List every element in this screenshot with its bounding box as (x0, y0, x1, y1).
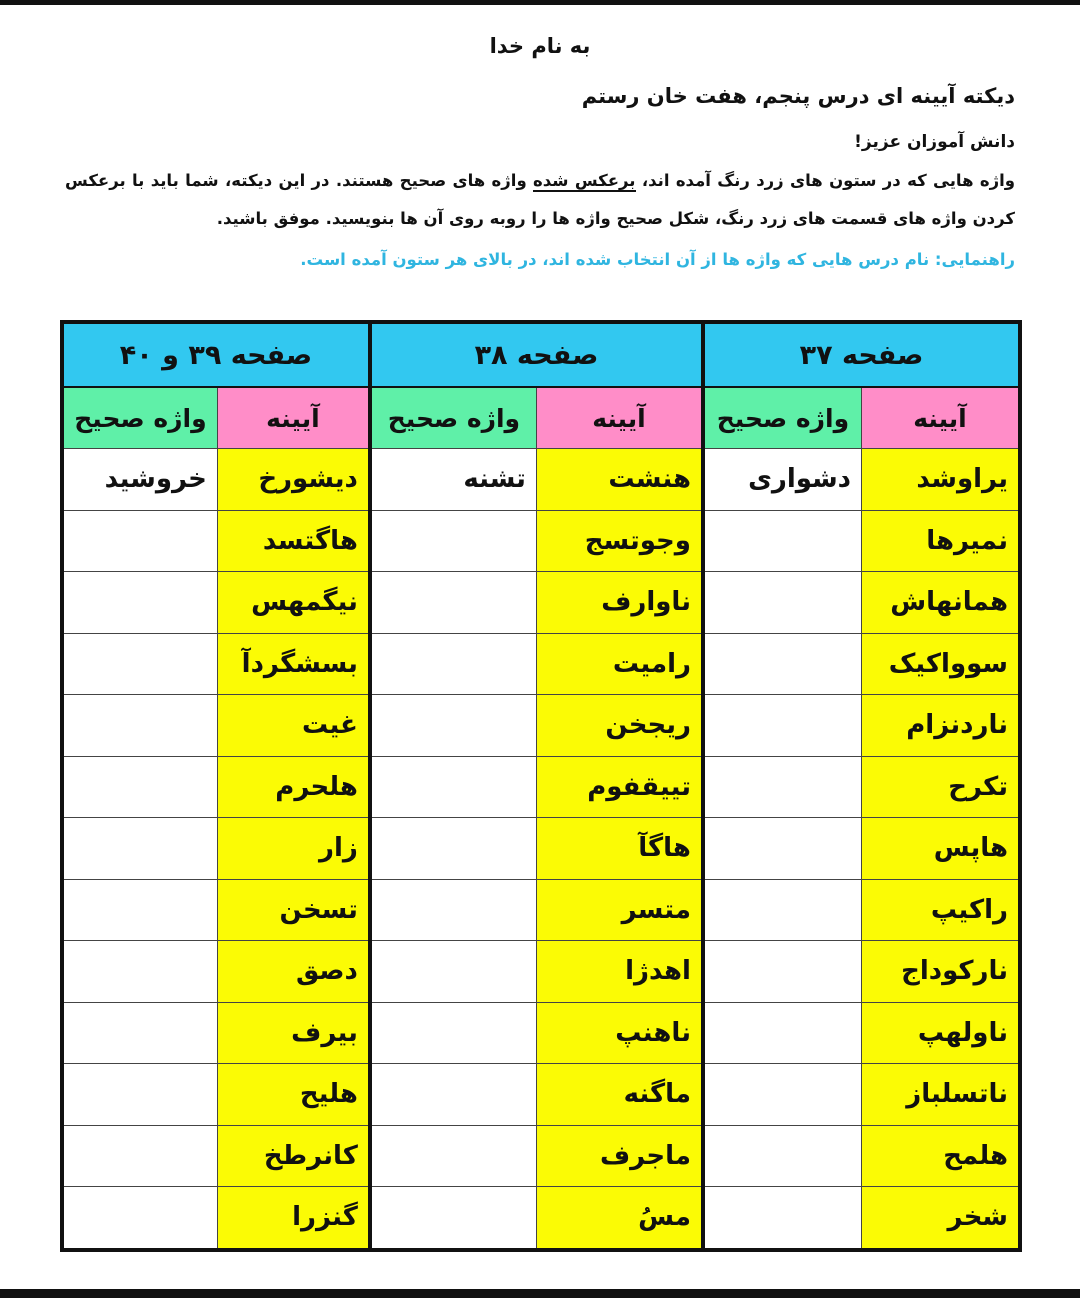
column-header-row (62, 387, 1020, 449)
mirror-word-cell: تکرح (861, 756, 1020, 818)
mirror-word-cell: ناولهپ (861, 1002, 1020, 1064)
dictation-table (60, 320, 1022, 1252)
mirror-word-cell: گنزرا (217, 1187, 369, 1250)
correct-word-cell[interactable] (62, 1002, 217, 1064)
mirror-word-cell: بسشگردآ (217, 633, 369, 695)
correct-word-cell[interactable] (703, 1187, 862, 1250)
correct-word-cell[interactable] (62, 510, 217, 572)
table-row (62, 510, 1020, 572)
mirror-word-cell: کانرطخ (217, 1125, 369, 1187)
correct-word-cell[interactable] (370, 1125, 537, 1187)
correct-word-cell[interactable] (703, 1064, 862, 1126)
correct-word-cell[interactable] (370, 572, 537, 634)
mirror-word-cell: نارکوداج (861, 941, 1020, 1003)
page-header-row (62, 322, 1020, 387)
correct-word-cell[interactable] (62, 1187, 217, 1250)
correct-word-cell[interactable] (62, 572, 217, 634)
correct-word-cell[interactable] (703, 633, 862, 695)
mirror-word-cell: تسخن (217, 879, 369, 941)
mirror-word-cell: ماگنه (536, 1064, 703, 1126)
bismillah-heading: به نام خدا (489, 34, 591, 58)
mirror-word-cell: تییقفوم (536, 756, 703, 818)
instructions-text-2: واژه های صحیح هستند. در این دیکته، شما باید با برعکس کردن واژه های قسمت های زرد رنگ، شکل صحیح واژه ها را روبه روی آن ها بنویسید. موفق باشید. (65, 171, 1015, 228)
mirror-word-cell: ریجخن (536, 695, 703, 757)
mirror-word-cell: زار (217, 818, 369, 880)
correct-word-cell[interactable] (703, 879, 862, 941)
table-row (62, 818, 1020, 880)
correct-word-cell[interactable] (370, 695, 537, 757)
mirror-word-cell: هنشت (536, 449, 703, 511)
mirror-word-cell: رامیت (536, 633, 703, 695)
table-row (62, 1002, 1020, 1064)
correct-word-cell[interactable] (370, 1187, 537, 1250)
mirror-word-cell: هلحرم (217, 756, 369, 818)
correct-word-cell[interactable] (62, 633, 217, 695)
correct-word-cell[interactable] (370, 756, 537, 818)
mirror-word-cell: ناتسلباز (861, 1064, 1020, 1126)
mirror-column-header: آیینه (217, 387, 369, 449)
page-39-40-header: صفحه ۳۹ و ۴۰ (62, 322, 370, 387)
correct-word-cell[interactable]: خروشید (62, 449, 217, 511)
mirror-word-cell: مسُ (536, 1187, 703, 1250)
correct-column-header: واژه صحیح (703, 387, 862, 449)
table-row (62, 1125, 1020, 1187)
correct-word-cell[interactable] (62, 1125, 217, 1187)
mirror-word-cell: ناوارف (536, 572, 703, 634)
mirror-word-cell: هلمح (861, 1125, 1020, 1187)
mirror-word-cell: سوواکیک (861, 633, 1020, 695)
mirror-word-cell: ناردنزام (861, 695, 1020, 757)
correct-word-cell[interactable] (703, 941, 862, 1003)
correct-word-cell[interactable]: تشنه (370, 449, 537, 511)
correct-column-header: واژه صحیح (370, 387, 537, 449)
mirror-word-cell: بیرف (217, 1002, 369, 1064)
mirror-word-cell: هلیح (217, 1064, 369, 1126)
page-38-header: صفحه ۳۸ (370, 322, 703, 387)
correct-word-cell[interactable] (370, 818, 537, 880)
mirror-word-cell: اهدژا (536, 941, 703, 1003)
table-row (62, 941, 1020, 1003)
table-row (62, 1064, 1020, 1126)
correct-word-cell[interactable] (62, 1064, 217, 1126)
table-row (62, 695, 1020, 757)
correct-word-cell[interactable] (370, 633, 537, 695)
correct-word-cell[interactable] (370, 879, 537, 941)
table-row (62, 633, 1020, 695)
bottom-border (0, 1289, 1080, 1298)
page-37-header: صفحه ۳۷ (703, 322, 1020, 387)
correct-word-cell[interactable] (62, 941, 217, 1003)
correct-word-cell[interactable] (703, 818, 862, 880)
greeting: دانش آموزان عزیز! (854, 132, 1015, 152)
mirror-word-cell: وجوتسج (536, 510, 703, 572)
mirror-word-cell: نیگمهس (217, 572, 369, 634)
instructions-underlined: برعکس شده (533, 171, 636, 190)
table-row (62, 449, 1020, 511)
mirror-column-header: آیینه (861, 387, 1020, 449)
correct-word-cell[interactable] (62, 879, 217, 941)
hint-text: راهنمایی: نام درس هایی که واژه ها از آن انتخاب شده اند، در بالای هر ستون آمده است. (300, 250, 1015, 269)
lesson-title: دیکته آیینه ای درس پنجم، هفت خان رستم (581, 84, 1015, 108)
correct-word-cell[interactable] (370, 1064, 537, 1126)
correct-word-cell[interactable] (62, 818, 217, 880)
instructions-text-1: واژه هایی که در ستون های زرد رنگ آمده اند، (635, 171, 1016, 190)
top-border (0, 0, 1080, 5)
mirror-word-cell: همانهاش (861, 572, 1020, 634)
correct-word-cell[interactable] (370, 1002, 537, 1064)
mirror-word-cell: غیت (217, 695, 369, 757)
mirror-word-cell: ناهنپ (536, 1002, 703, 1064)
mirror-word-cell: هاگآ (536, 818, 703, 880)
mirror-word-cell: راکیپ (861, 879, 1020, 941)
correct-word-cell[interactable] (370, 510, 537, 572)
table-row (62, 1187, 1020, 1250)
correct-word-cell[interactable] (703, 756, 862, 818)
mirror-word-cell: هاگتسد (217, 510, 369, 572)
correct-word-cell[interactable]: دشواری (703, 449, 862, 511)
mirror-word-cell: نمیرها (861, 510, 1020, 572)
correct-word-cell[interactable] (703, 510, 862, 572)
mirror-word-cell: دصق (217, 941, 369, 1003)
mirror-word-cell: متسر (536, 879, 703, 941)
mirror-column-header: آیینه (536, 387, 703, 449)
correct-column-header: واژه صحیح (62, 387, 217, 449)
correct-word-cell[interactable] (370, 941, 537, 1003)
mirror-word-cell: یراوشد (861, 449, 1020, 511)
instructions-paragraph (65, 162, 1015, 238)
mirror-word-cell: دیشورخ (217, 449, 369, 511)
table-row (62, 879, 1020, 941)
correct-word-cell[interactable] (703, 1125, 862, 1187)
correct-word-cell[interactable] (703, 695, 862, 757)
correct-word-cell[interactable] (703, 572, 862, 634)
table-row (62, 572, 1020, 634)
table-row (62, 756, 1020, 818)
correct-word-cell[interactable] (703, 1002, 862, 1064)
mirror-word-cell: ماجرف (536, 1125, 703, 1187)
word-rows (62, 449, 1020, 1250)
mirror-word-cell: شخر (861, 1187, 1020, 1250)
mirror-word-cell: هاپس (861, 818, 1020, 880)
correct-word-cell[interactable] (62, 756, 217, 818)
correct-word-cell[interactable] (62, 695, 217, 757)
